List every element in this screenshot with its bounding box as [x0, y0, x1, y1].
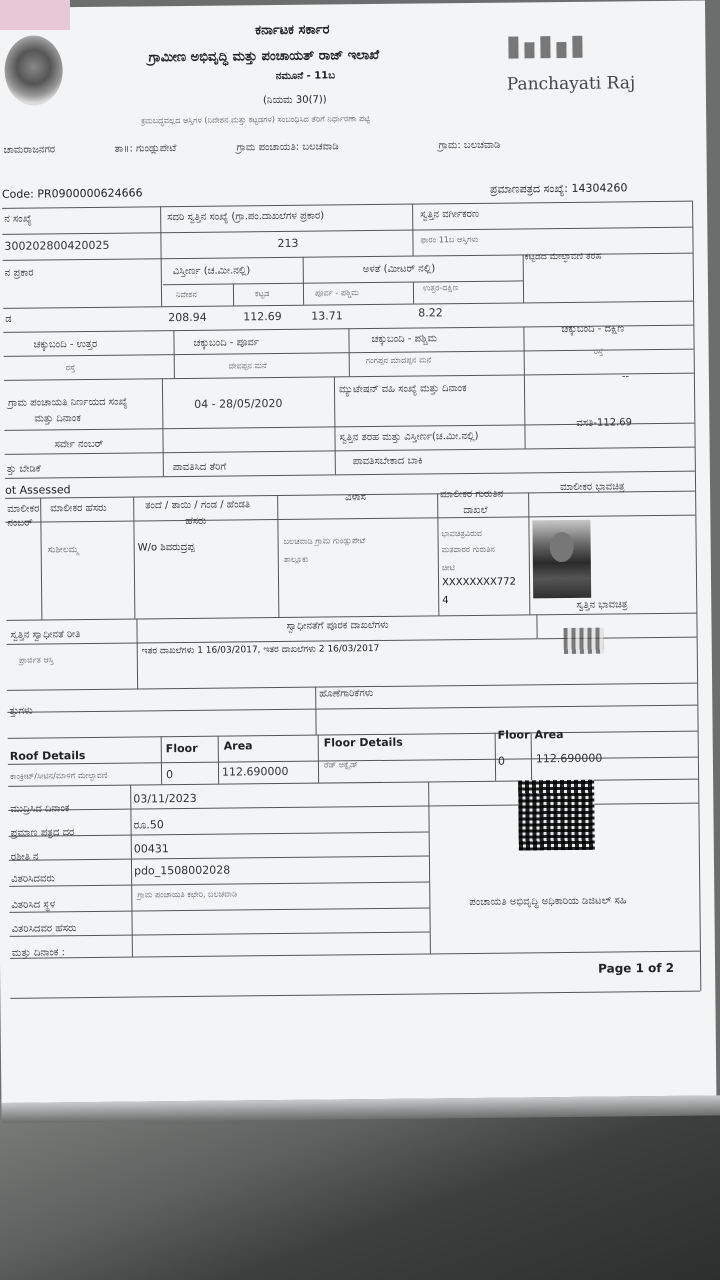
receipt-value: 00431	[133, 842, 169, 856]
digital-signature-label: ಪಂಚಾಯತಿ ಅಭಿವೃದ್ಧಿ ಅಧಿಕಾರಿಯ ಡಿಜಿಟಲ್ ಸಹಿ	[469, 895, 627, 909]
owner-photo	[532, 520, 591, 599]
fee-value: ರೂ.50	[133, 818, 164, 832]
gram-panchayat: ಗ್ರಾಮ ಪಂಚಾಯತಿ: ಬಲಚವಾಡಿ	[236, 141, 339, 154]
owner-id-type-2: ಮತದಾರರ ಗುರುತಿನ	[441, 544, 495, 555]
rule-line	[8, 803, 698, 811]
rule-line	[7, 705, 697, 713]
tax-due-label: ಪಾವತಿಸಬೇಕಾದ ಬಾಕಿ	[352, 455, 423, 468]
rule-line	[9, 907, 429, 912]
floor-type-right: ರೆಡ್ ಆಕ್ಸೈಡ್	[323, 760, 358, 770]
rule-line	[437, 493, 439, 615]
east-boundary-label: ಚಕ್ಕುಬಂದಿ - ಪೂರ್ವ	[193, 337, 260, 349]
north-boundary-label: ಚಕ್ಕುಬಂದಿ - ಉತ್ತರ	[33, 338, 98, 351]
site-area-value: 208.94	[168, 310, 207, 325]
east-west-label: ಪೂರ್ವ - ಪಶ್ಚಿಮ	[314, 288, 359, 298]
background-cloth	[0, 1100, 720, 1280]
acquisition-docs-label: ಸ್ವಾಧೀನತೆಗೆ ಪೂರಕ ದಾಖಲೆಗಳು	[286, 619, 389, 632]
property-code: Code: PR0900000624666	[1, 186, 143, 201]
rule-line	[303, 257, 305, 305]
village: ಗ್ರಾಮ: ಬಲಚವಾಡಿ	[438, 139, 501, 152]
north-boundary-value: ರಸ್ತೆ	[65, 363, 76, 373]
rule-ref: (ನಿಯಮ 30(7))	[262, 94, 327, 107]
resolution-label: ಗ್ರಾಮ ಪಂಚಾಯತಿ ನಿರ್ಣಯದ ಸಂಖ್ಯೆ	[8, 396, 128, 409]
karnataka-emblem-icon	[4, 35, 63, 106]
tax-paid-label: ಪಾವತಿಸಿದ ತೆರಿಗೆ	[172, 461, 227, 474]
rule-line	[136, 618, 138, 688]
property-no-value: 300202800420025	[4, 238, 110, 253]
rule-line	[5, 471, 695, 479]
panchayati-raj-logo-icon	[504, 30, 600, 61]
east-boundary-value: ದೇವಪ್ಪನ ಮನೆ	[228, 361, 267, 371]
rule-line	[528, 492, 530, 614]
rule-line	[133, 497, 135, 619]
owner-col-name: ಮಾಲೀಕರ ಹೆಸರು	[50, 502, 107, 515]
issue-place-value: ಗ್ರಾಮ ಪಂಚಾಯತಿ ಕಛೇರಿ, ಬಲಚವಾಡಿ	[137, 889, 238, 900]
acquisition-docs-value: ಇತರ ದಾಖಲೆಗಳು 1 16/03/2017, ಇತರ ದಾಖಲೆಗಳು 2 16/03/2017	[141, 643, 380, 657]
issuer-value: pdo_1508002028	[133, 863, 231, 878]
rule-line	[9, 855, 429, 860]
receiver-label: ವಿತರಿಸಿದವರ ಹೆಸರು	[11, 923, 77, 935]
property-no-label: ನ ಸಂಖ್ಯೆ	[4, 213, 32, 225]
document-page	[0, 1, 716, 1103]
rule-line	[692, 201, 701, 991]
acquisition-method-value: ಪ್ರಾರ್ಜಿತ ಆಸ್ತಿ	[18, 655, 54, 665]
west-boundary-label: ಚಕ್ಕುಬಂದಿ - ಪಶ್ಚಿಮ	[371, 333, 438, 346]
rule-line	[161, 736, 163, 784]
rule-line	[40, 497, 42, 619]
resolution-label-2: ಮತ್ತು ದಿನಾಂಕ	[34, 413, 81, 425]
owner-relation: W/o ಶಿವರುದ್ರಪ್ಪ	[137, 541, 195, 554]
rule-line	[5, 447, 695, 455]
north-south-value: 8.22	[418, 306, 443, 320]
rule-line	[495, 733, 497, 781]
govt-title: ಕರ್ನಾಟಕ ಸರ್ಕಾರ	[255, 22, 330, 39]
owner-id-type-3: ಚೀಟಿ	[441, 563, 455, 573]
rule-line	[315, 687, 317, 735]
area-header-left: Area	[223, 739, 253, 753]
certificate-number: ಪ್ರಮಾಣಪತ್ರದ ಸಂಖ್ಯೆ: 14304260	[489, 181, 628, 196]
survey-label: ಸರ್ವೇ ನಂಬರ್	[54, 438, 104, 451]
mutation-value: --	[621, 371, 630, 383]
north-south-label: ಉತ್ತರ-ದಕ್ಷಿಣ	[422, 283, 459, 293]
east-west-value: 13.71	[311, 309, 343, 323]
owner-id-number-2: 4	[442, 595, 449, 607]
roof-type-label: ಕಟ್ಟಡದ ಮೇಲ್ಛಾವಣಿ ತರಹ	[524, 251, 602, 263]
rule-line	[413, 282, 414, 304]
site-label: ನಿವೇಶನ	[175, 289, 198, 300]
receipt-label: ರಶೀತಿ ನ	[10, 851, 39, 863]
rule-line	[2, 201, 692, 209]
liabilities-label: ಹೊಣೆಗಾರಿಕೆಗಳು	[319, 688, 374, 700]
print-date-value: 03/11/2023	[133, 791, 197, 806]
classification-value: ಫಾರಂ 11ಬ ಆಸ್ತಿಗಳು	[420, 234, 479, 245]
rule-line	[3, 301, 693, 309]
rule-line	[130, 785, 133, 957]
owner-col-id: ಮಾಲೀಕರ ಗುರುತಿನ	[440, 488, 504, 501]
area-header-right: Area	[534, 728, 564, 742]
owner-col-number-2: ನಂಬರ್	[7, 517, 33, 529]
issuer-label: ವಿತರಿಸಿದವರು	[11, 873, 55, 885]
rule-line	[536, 614, 537, 638]
district: ಚಾಮರಾಜನಗರ	[3, 144, 56, 156]
roof-type-left: ಕಾಂಕ್ರೀಟ್/ಸೀಟಿನ/ಮಾಳಿಗೆ ಮೇಲ್ಛಾವಣಿ	[9, 770, 108, 781]
floor-right: 0	[497, 754, 505, 768]
floor-details-title: Floor Details	[323, 735, 403, 750]
pink-paper-corner	[0, 0, 70, 30]
logo-text: Panchayati Raj	[506, 73, 636, 95]
owner-col-relation-2: ಹೆಸರು	[185, 515, 207, 527]
area-right: 112.690000	[535, 751, 603, 766]
floor-left: 0	[165, 768, 174, 782]
owner-col-photo: ಮಾಲೀಕರ ಭಾವಚಿತ್ರ	[559, 481, 625, 494]
rule-line	[233, 283, 234, 305]
type-value: ಡ	[5, 313, 12, 325]
fee-label: ಪ್ರಮಾಣ ಪತ್ರದ ದರ	[10, 827, 75, 839]
dept-title: ಗ್ರಾಮೀಣ ಅಭಿವೃದ್ಧಿ ಮತ್ತು ಪಂಚಾಯತ್ ರಾಜ್ ಇಲಾಖೆ	[148, 47, 380, 66]
property-photo	[564, 628, 604, 654]
registered-no-label: ಸದರಿ ಸ್ವತ್ತಿನ ಸಂಖ್ಯೆ (ಗ್ರಾ.ಪಂ.ದಾಖಲೆಗಳ ಪ್ರಕಾರ)	[167, 210, 325, 224]
tax-demand-label: ತ್ತು ಬೇಡಿಕೆ	[6, 463, 41, 475]
rule-line	[10, 991, 700, 999]
rule-line	[524, 374, 526, 448]
west-boundary-value: ಗಂಗಪ್ಪನ ಮಾದಪ್ಪನ ಮನೆ	[365, 355, 432, 366]
rule-line	[8, 779, 698, 787]
owner-col-relation: ತಂದೆ / ತಾಯಿ / ಗಂಡ / ಹೆಂಡತಿ	[145, 499, 251, 512]
taluk: ತಾ॥: ಗುಂಡ್ಲುಪೇಟೆ	[114, 143, 177, 155]
rule-line	[163, 280, 523, 285]
classification-label: ಸ್ವತ್ತಿನ ವರ್ಗೀಕರಣ	[420, 208, 480, 221]
rule-line	[318, 735, 320, 783]
issue-place-label: ವಿತರಿಸಿದ ಸ್ಥಳ	[11, 899, 56, 911]
rule-line	[531, 732, 533, 780]
rule-line	[5, 515, 695, 523]
rule-line	[277, 495, 279, 617]
print-date-label: ಮುದ್ರಿಸಿದ ದಿನಾಂಕ	[10, 803, 70, 815]
loans-label: ತ್ತುಗಳು	[9, 705, 33, 717]
type-area-value: ವಸತಿ-112.69	[576, 417, 633, 429]
type-area-label: ಸ್ವತ್ತಿನ ತರಹ ಮತ್ತು ವಿಸ್ತೀರ್ಣ(ಚ.ಮೀ.ನಲ್ಲಿ)	[339, 430, 479, 444]
south-boundary-value: ರಸ್ತೆ	[593, 346, 604, 356]
receiver-date-label: ಮತ್ತು ದಿನಾಂಕ :	[11, 947, 66, 959]
rule-line	[428, 781, 431, 953]
owner-col-id-2: ದಾಖಲೆ	[463, 504, 488, 517]
resolution-value: 04 - 28/05/2020	[194, 396, 283, 411]
owner-id-number: XXXXXXXX772	[441, 576, 517, 589]
rule-line	[10, 951, 700, 959]
property-photo-label: ಸ್ವತ್ತಿನ ಭಾವಚಿತ್ರ	[576, 599, 628, 611]
area-left: 112.690000	[221, 764, 289, 779]
owner-col-address: ವಿಳಾಸ	[345, 492, 366, 504]
rule-line	[9, 881, 429, 886]
rule-line	[160, 206, 162, 306]
dimension-label: ಅಳತೆ (ಮೀಟರ್ ನಲ್ಲಿ)	[362, 263, 436, 276]
type-label: ನ ಪ್ರಕಾರ	[4, 267, 34, 279]
form-number: ನಮೂನೆ - 11ಬ	[275, 70, 336, 83]
building-label: ಕಟ್ಟಡ	[254, 289, 270, 299]
floor-header-right: Floor	[497, 728, 530, 742]
rule-line	[2, 227, 692, 235]
registered-no-value: 213	[277, 236, 299, 251]
building-area-value: 112.69	[243, 309, 282, 324]
area-label: ವಿಸ್ತೀರ್ಣ (ಚ.ಮೀ.ನಲ್ಲಿ)	[172, 265, 251, 278]
south-boundary-label: ಚಕ್ಕುಬಂದಿ - ದಕ್ಷಿಣ	[561, 323, 625, 336]
owner-name: ಸುಶೀಲಮ್ಮ	[47, 545, 79, 556]
owner-address: ಬಲಚವಾಡಿ ಗ್ರಾಮ ಗುಂಡ್ಲುಪೇಟೆ	[283, 536, 366, 546]
owner-id-type: ಭಾವಚಿತ್ರವಿರುವ	[441, 528, 483, 539]
roof-details-title: Roof Details	[9, 749, 86, 763]
owner-col-number: ಮಾಲೀಕರ	[7, 503, 40, 515]
mutation-label: ಮ್ಯುಟೇಷನ್ ವಹಿ ಸಂಖ್ಯೆ ಮತ್ತು ದಿನಾಂಕ	[338, 383, 467, 396]
subtitle: ಕ್ರಮಬದ್ಧವಲ್ಲದ ಆಸ್ತಿಗಳ (ನಿವೇಶನ ಮತ್ತು ಕಟ್ಟಡಗಳ) ಸಂಬಂಧಿಸಿದ ತೆರಿಗೆ ನಿರ್ಧಾರಣಾ ಪಟ್ಟಿ	[141, 114, 371, 126]
rule-line	[218, 736, 220, 784]
owner-address-2: ತಾಲ್ಲೂಕು	[283, 554, 309, 564]
assessment-status: ot Assessed	[4, 483, 71, 497]
acquisition-method-label: ಸ್ವತ್ತಿನ ಸ್ವಾಧೀನತೆ ರೀತಿ	[10, 629, 81, 641]
qr-code	[518, 780, 595, 851]
floor-header-left: Floor	[165, 741, 198, 756]
page-number: Page 1 of 2	[598, 960, 675, 976]
